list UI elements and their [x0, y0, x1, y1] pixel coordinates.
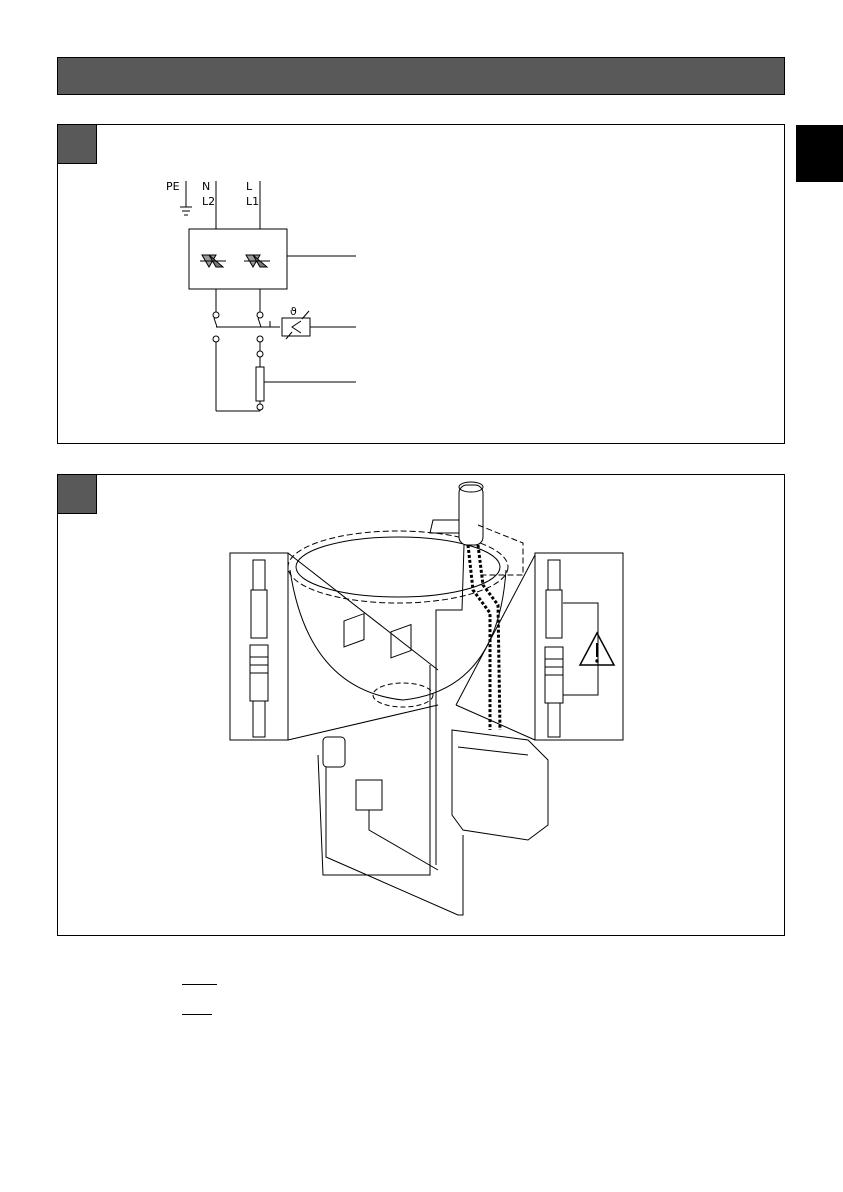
instantaneous-water-heater [452, 730, 548, 840]
sensor-faucet [459, 485, 483, 545]
installation-illustration [58, 475, 786, 937]
safety-cutout [282, 318, 310, 336]
heating-element [256, 367, 264, 401]
power-adapter [356, 780, 382, 810]
supply-hose [478, 545, 500, 730]
language-side-tab[interactable] [796, 125, 843, 182]
wiring-diagram-panel [57, 124, 785, 444]
wall-socket [344, 614, 364, 647]
l-label: L [246, 180, 253, 193]
mains-plug [323, 737, 345, 767]
footnote-underline [182, 984, 217, 985]
electronic-control-box [189, 229, 287, 289]
l1-label: L1 [246, 195, 260, 208]
pe-label: PE [166, 180, 180, 193]
left-detail-inset [230, 553, 288, 740]
wiring-schematic [58, 125, 786, 445]
temperature-symbol: ϑ [290, 305, 297, 318]
n-label: N [202, 180, 211, 193]
section-header-bar [57, 57, 785, 95]
footnote-underline [182, 1014, 212, 1015]
l2-label: L2 [202, 195, 216, 208]
installation-illustration-panel [57, 474, 785, 936]
triac-symbols [200, 255, 270, 267]
